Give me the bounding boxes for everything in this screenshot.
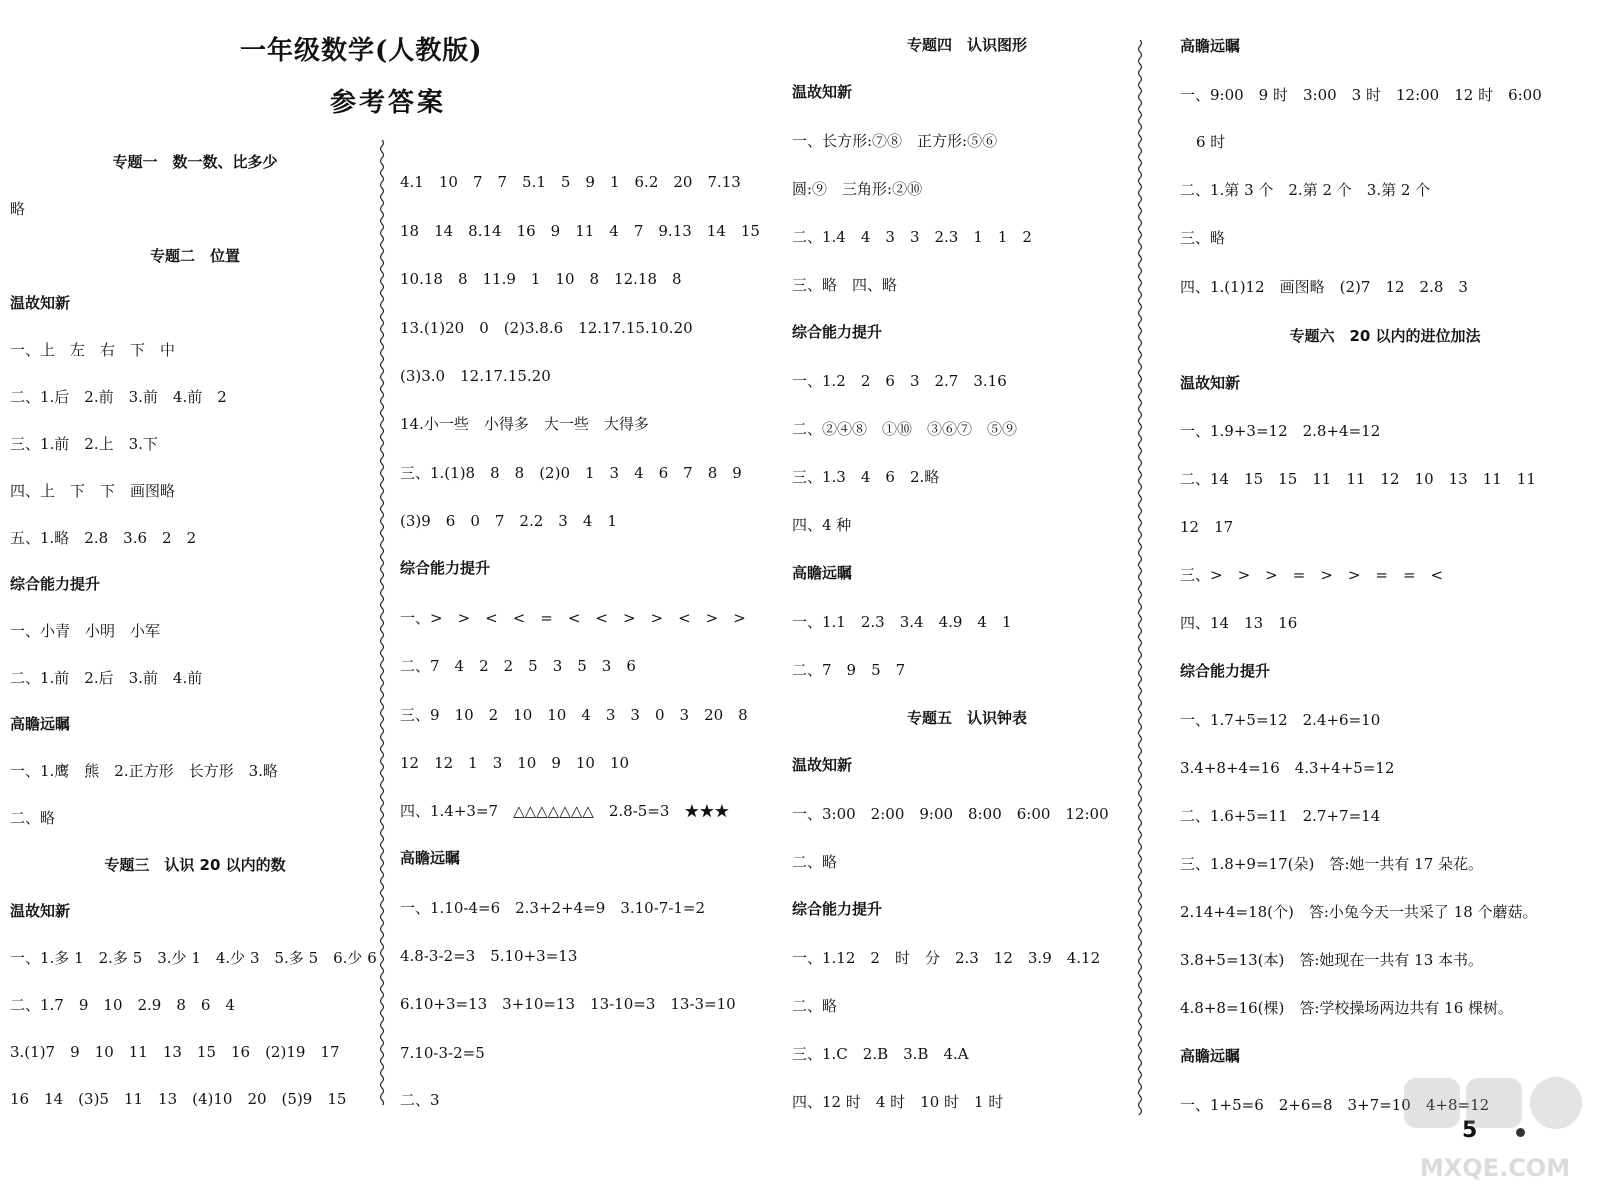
section-title: 专题六 20 以内的进位加法 — [1289, 327, 1481, 345]
subsection-heading: 高瞻远瞩 — [792, 564, 853, 582]
answer-line: 一、1+5=6 2+6=8 3+7=10 4+8=12 — [1180, 1096, 1490, 1114]
answer-line: 18 14 8.14 16 9 11 4 7 9.13 14 15 — [400, 222, 760, 240]
subsection-heading: 温故知新 — [10, 294, 71, 312]
answer-line: 一、> > < < = < < > > < > > — [400, 609, 746, 627]
answer-line: 3.(1)7 9 10 11 13 15 16 (2)19 17 — [10, 1043, 340, 1061]
answer-line: 4.8-3-2=3 5.10+3=13 — [400, 947, 578, 965]
subsection-heading: 温故知新 — [792, 83, 853, 101]
answer-line: 四、1.4+3=7 △△△△△△△ 2.8-5=3 ★★★ — [400, 802, 730, 820]
answer-line: 12 12 1 3 10 9 10 10 — [400, 754, 630, 772]
subsection-heading: 温故知新 — [1180, 374, 1241, 392]
answer-line: 二、略 — [792, 997, 838, 1015]
answer-line: 三、1.C 2.B 3.B 4.A — [792, 1045, 969, 1063]
answer-line: 6.10+3=13 3+10=13 13-10=3 13-3=10 — [400, 995, 736, 1013]
answer-line: 三、1.(1)8 8 8 (2)0 1 3 4 6 7 8 9 — [400, 464, 742, 482]
answer-line: 二、1.4 4 3 3 2.3 1 1 2 — [792, 228, 1032, 246]
answer-line: 三、略 — [1180, 229, 1226, 247]
answer-line: 一、1.2 2 6 3 2.7 3.16 — [792, 372, 1007, 390]
answer-line: 四、12 时 4 时 10 时 1 时 — [792, 1093, 1004, 1111]
answer-line: 一、9:00 9 时 3:00 3 时 12:00 12 时 6:00 — [1180, 86, 1542, 104]
answer-line: 一、1.10-4=6 2.3+2+4=9 3.10-7-1=2 — [400, 899, 706, 917]
answer-line: 二、14 15 15 11 11 12 10 13 11 11 — [1180, 470, 1536, 488]
answer-line: 三、> > > = > > = = < — [1180, 566, 1444, 584]
answer-line: 一、1.鹰 熊 2.正方形 长方形 3.略 — [10, 762, 278, 780]
answer-line: 四、上 下 下 画图略 — [10, 482, 176, 500]
answer-line: 二、3 — [400, 1091, 440, 1109]
column-divider-wavy — [1136, 40, 1144, 1115]
subsection-heading: 综合能力提升 — [792, 323, 883, 341]
answer-line: 一、1.7+5=12 2.4+6=10 — [1180, 711, 1381, 729]
answer-line: 二、略 — [10, 809, 56, 827]
subsection-heading: 温故知新 — [792, 756, 853, 774]
answer-line: 四、1.(1)12 画图略 (2)7 12 2.8 3 — [1180, 278, 1468, 296]
page-subtitle: 参考答案 — [330, 88, 447, 118]
answer-line: 二、1.后 2.前 3.前 4.前 2 — [10, 388, 227, 406]
answer-line: 16 14 (3)5 11 13 (4)10 20 (5)9 15 — [10, 1090, 347, 1108]
answer-line: 一、长方形:⑦⑧ 正方形:⑤⑥ — [792, 132, 998, 150]
subsection-heading: 高瞻远瞩 — [400, 849, 461, 867]
answer-line: 三、略 四、略 — [792, 276, 898, 294]
answer-line: 略 — [10, 200, 26, 218]
answer-line: 圆:⑨ 三角形:②⑩ — [792, 180, 923, 198]
section-title: 专题二 位置 — [149, 247, 240, 265]
subsection-heading: 高瞻远瞩 — [1180, 37, 1241, 55]
answer-line: 二、略 — [792, 853, 838, 871]
section-title: 专题四 认识图形 — [906, 36, 1027, 54]
watermark-logo — [1390, 1060, 1600, 1190]
answer-line: 6 时 — [1196, 133, 1226, 151]
answer-line: 3.8+5=13(本) 答:她现在一共有 13 本书。 — [1180, 951, 1484, 969]
page-number: 5 — [1462, 1118, 1478, 1143]
subsection-heading: 综合能力提升 — [10, 575, 101, 593]
section-title: 专题三 认识 20 以内的数 — [104, 856, 286, 874]
answer-line: 一、小青 小明 小军 — [10, 622, 161, 640]
answer-line: 2.14+4=18(个) 答:小兔今天一共采了 18 个蘑菇。 — [1180, 903, 1538, 921]
answer-line: 五、1.略 2.8 3.6 2 2 — [10, 529, 197, 547]
page-title: 一年级数学(人教版) — [240, 36, 483, 66]
answer-line: 7.10-3-2=5 — [400, 1044, 485, 1062]
answer-line: 二、1.前 2.后 3.前 4.前 — [10, 669, 203, 687]
answer-line: 13.(1)20 0 (2)3.8.6 12.17.15.10.20 — [400, 319, 693, 337]
answer-line: 一、1.多 1 2.多 5 3.少 1 4.少 3 5.多 5 6.少 6 — [10, 949, 377, 967]
answer-line: 一、3:00 2:00 9:00 8:00 6:00 12:00 — [792, 805, 1109, 823]
column-divider-wavy — [378, 140, 386, 1105]
answer-line: 四、14 13 16 — [1180, 614, 1298, 632]
answer-line: 三、1.8+9=17(朵) 答:她一共有 17 朵花。 — [1180, 855, 1484, 873]
answer-line: 10.18 8 11.9 1 10 8 12.18 8 — [400, 270, 682, 288]
subsection-heading: 综合能力提升 — [400, 559, 491, 577]
answer-line: 4.1 10 7 7 5.1 5 9 1 6.2 20 7.13 — [400, 173, 741, 191]
answer-line: 四、4 种 — [792, 516, 852, 534]
answer-line: 二、1.第 3 个 2.第 2 个 3.第 2 个 — [1180, 181, 1431, 199]
answer-line: 二、7 9 5 7 — [792, 661, 906, 679]
watermark-text: MXQE.COM — [1419, 1154, 1571, 1182]
answer-line: 二、②④⑧ ①⑩ ③⑥⑦ ⑤⑨ — [792, 420, 1018, 438]
answer-line: (3)9 6 0 7 2.2 3 4 1 — [400, 512, 617, 530]
subsection-heading: 温故知新 — [10, 902, 71, 920]
answer-line: 二、1.6+5=11 2.7+7=14 — [1180, 807, 1381, 825]
answer-line: 三、1.前 2.上 3.下 — [10, 435, 158, 453]
subsection-heading: 高瞻远瞩 — [1180, 1047, 1241, 1065]
answer-line: 一、1.12 2 时 分 2.3 12 3.9 4.12 — [792, 949, 1101, 967]
answer-line: 二、1.7 9 10 2.9 8 6 4 — [10, 996, 235, 1014]
section-title: 专题一 数一数、比多少 — [112, 153, 278, 171]
answer-line: 二、7 4 2 2 5 3 5 3 6 — [400, 657, 636, 675]
subsection-heading: 高瞻远瞩 — [10, 715, 71, 733]
answer-line: 3.4+8+4=16 4.3+4+5=12 — [1180, 759, 1395, 777]
answer-line: 4.8+8=16(棵) 答:学校操场两边共有 16 棵树。 — [1180, 999, 1514, 1017]
answer-line: 14.小一些 小得多 大一些 大得多 — [400, 415, 649, 433]
answer-line: 三、9 10 2 10 10 4 3 3 0 3 20 8 — [400, 706, 748, 724]
answer-line: 三、1.3 4 6 2.略 — [792, 468, 940, 486]
section-title: 专题五 认识钟表 — [906, 709, 1027, 727]
subsection-heading: 综合能力提升 — [1180, 662, 1271, 680]
answer-line: 12 17 — [1180, 518, 1234, 536]
answer-line: (3)3.0 12.17.15.20 — [400, 367, 551, 385]
answer-line: 一、1.9+3=12 2.8+4=12 — [1180, 422, 1381, 440]
subsection-heading: 综合能力提升 — [792, 900, 883, 918]
answer-line: 一、1.1 2.3 3.4 4.9 4 1 — [792, 613, 1012, 631]
answer-line: 一、上 左 右 下 中 — [10, 341, 176, 359]
